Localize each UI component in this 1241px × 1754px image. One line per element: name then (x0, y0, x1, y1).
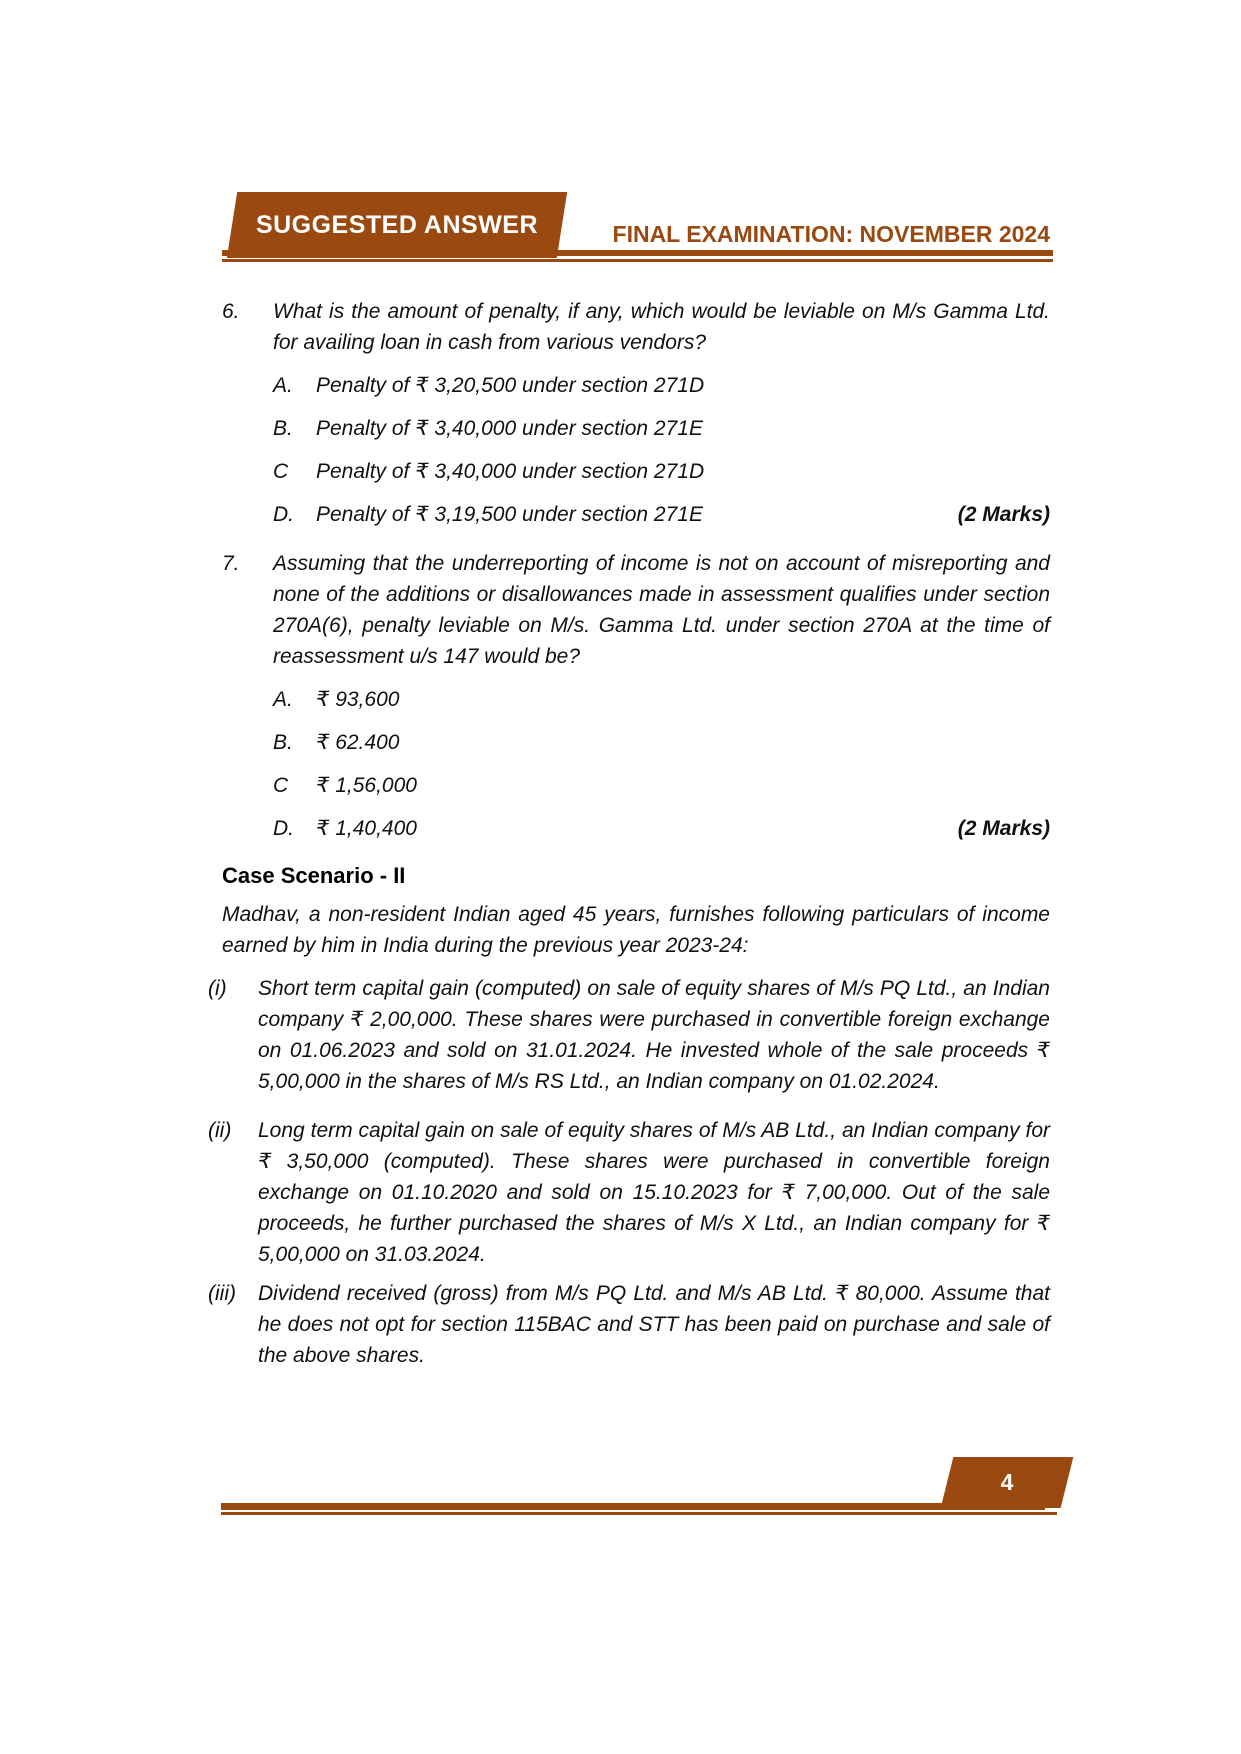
item-marker: (iii) (208, 1282, 236, 1305)
marks-label: (2 Marks) (957, 503, 1050, 526)
marks-label: (2 Marks) (957, 817, 1050, 840)
option-letter: A. (273, 374, 293, 397)
marks-label (910, 727, 1050, 758)
option-letter: D. (273, 503, 294, 526)
marks-label (910, 684, 1050, 715)
option-text: Penalty of ₹ 3,20,500 under section 271D (316, 374, 705, 397)
case-scenario-intro: Madhav, a non-resident Indian aged 45 years, furnishes following particulars of income earned by him in India during the previous year 2023-24: (222, 903, 1050, 957)
item-marker: (ii) (208, 1119, 232, 1142)
exam-title: FINAL EXAMINATION: NOVEMBER 2024 (612, 221, 1050, 247)
option-text: ₹ 1,56,000 (316, 774, 417, 797)
option-text: ₹ 62.400 (316, 731, 400, 754)
case-item-i (208, 973, 1050, 1097)
footer-band (221, 1503, 1045, 1510)
item-text: Short term capital gain (computed) on sale of equity shares of M/s PQ Ltd., an Indian company ₹ 2,00,000. These shares were purchased in convertible foreign exchange on 01.06.2023 and sold on 31.01.2024. He invested whole of the sale proceeds ₹ 5,00,000 in the shares of M/s RS Ltd., an Indian company on 01.02.2024. (258, 977, 1050, 1093)
header-rule-thin (222, 259, 1053, 262)
option-text: Penalty of ₹ 3,19,500 under section 271E (316, 503, 703, 526)
question-number: 7. (222, 552, 240, 575)
question-7-option-b (273, 727, 1050, 758)
marks-label (910, 413, 1050, 444)
option-letter: B. (273, 417, 293, 440)
question-6-option-c (273, 456, 1050, 487)
option-letter: A. (273, 688, 293, 711)
question-text: Assuming that the underreporting of income is not on account of misreporting and none of the additions or disallowances made in assessment qualifies under section 270A(6), penalty leviable on M/s. Gamma Ltd. under section 270A at the time of reassessment u/s 147 would be? (273, 552, 1050, 668)
question-6-option-a (273, 370, 1050, 401)
marks-label (910, 456, 1050, 487)
question-6-option-d (273, 499, 1050, 530)
question-7-option-a (273, 684, 1050, 715)
page-content (208, 296, 1050, 1371)
case-scenario-heading: Case Scenario - II (222, 863, 406, 888)
case-item-iii (208, 1278, 1050, 1371)
page-number: 4 (1000, 1469, 1014, 1495)
suggested-answer-label: SUGGESTED ANSWER (255, 210, 539, 239)
question-7-option-d (273, 813, 1050, 844)
marks-label (910, 770, 1050, 801)
question-number: 6. (222, 300, 240, 323)
marks-label (910, 370, 1050, 401)
option-text: Penalty of ₹ 3,40,000 under section 271D (316, 460, 705, 483)
question-7 (222, 548, 1050, 672)
option-text: ₹ 93,600 (316, 688, 400, 711)
item-text: Long term capital gain on sale of equity shares of M/s AB Ltd., an Indian company for ₹ 3,50,000 (computed). These shares were purchased in convertible foreign exchange on 01.10.2020 and sold on 15.10.2023 for ₹ 7,00,000. Out of the sale proceeds, he further purchased the shares of M/s X Ltd., an Indian company for ₹ 5,00,000 on 31.03.2024. (258, 1119, 1050, 1266)
item-text: Dividend received (gross) from M/s PQ Ltd. and M/s AB Ltd. ₹ 80,000. Assume that he does not opt for section 115BAC and STT has been paid on purchase and sale of the above shares. (258, 1282, 1050, 1367)
option-text: ₹ 1,40,400 (316, 817, 417, 840)
question-6-option-b (273, 413, 1050, 444)
option-text: Penalty of ₹ 3,40,000 under section 271E (316, 417, 703, 440)
option-letter: B. (273, 731, 293, 754)
case-item-ii (208, 1115, 1050, 1270)
option-letter: C (273, 774, 289, 797)
item-marker: (i) (208, 977, 227, 1000)
footer-rule (221, 1512, 1057, 1515)
option-letter: D. (273, 817, 294, 840)
question-7-option-c (273, 770, 1050, 801)
question-text: What is the amount of penalty, if any, which would be leviable on M/s Gamma Ltd. for availing loan in cash from various vendors? (273, 300, 1050, 354)
question-6 (222, 296, 1050, 358)
option-letter: C (273, 460, 289, 483)
